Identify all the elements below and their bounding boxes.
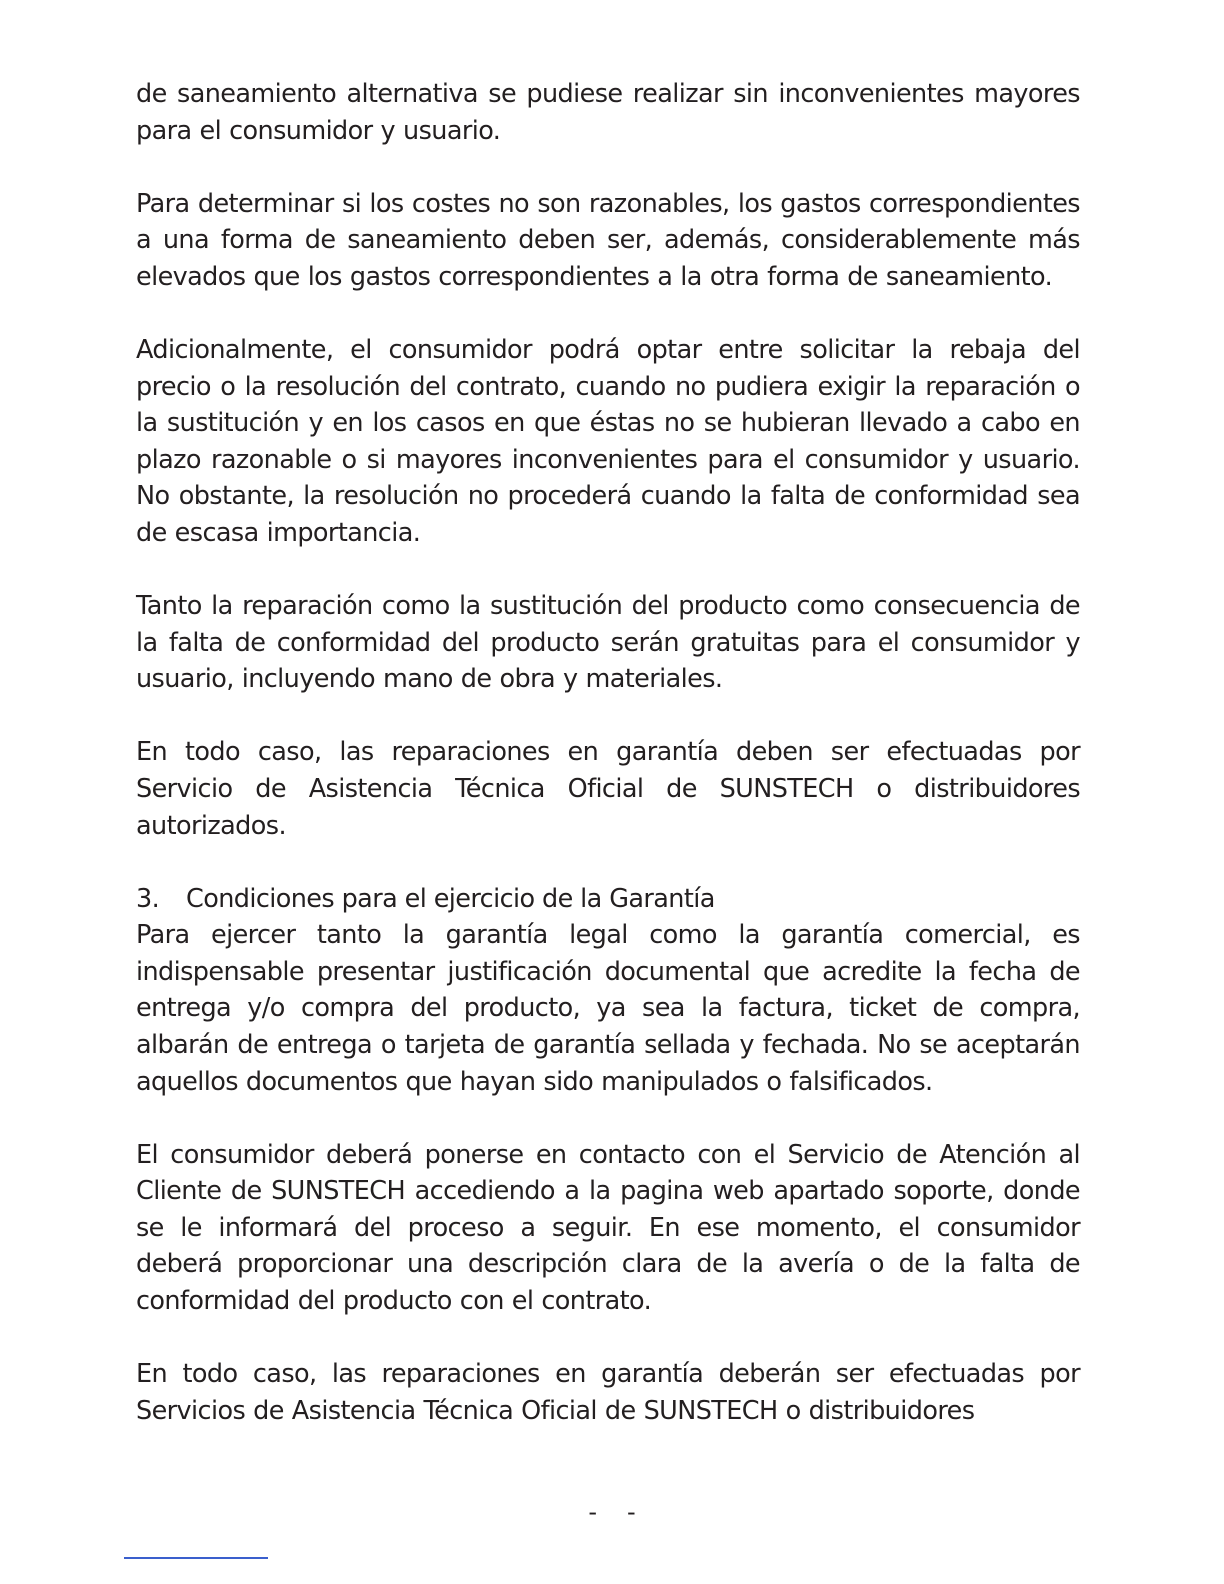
section-3-heading — [136, 881, 1080, 918]
paragraph-customer-service: El consumidor deberá ponerse en contacto con el Servicio de Atención al Cliente de SUNSTECH accediendo a la pagina web apartado soporte, donde se le informará del proceso a seguir. En ese momento, el consumidor deberá proporcionar una descripción clara de la avería o de la falta de conformidad del producto con el contrato. — [136, 1139, 1080, 1317]
section-number: 3. — [136, 883, 160, 914]
page-number-marks — [0, 1498, 1224, 1526]
paragraph-cost-determination: Para determinar si los costes no son razonables, los gastos correspondientes a una forma de saneamiento deben ser, además, considerablemente más elevados que los gastos correspondientes a la otra forma de saneamiento. — [136, 188, 1080, 292]
section-title: Condiciones para el ejercicio de la Garantía — [186, 883, 715, 914]
page-body — [136, 76, 1080, 1466]
page-mark-right: - — [627, 1498, 636, 1526]
paragraph-repairs-official-service: En todo caso, las reparaciones en garantía deberán ser efectuadas por Servicios de Asistencia Técnica Oficial de SUNSTECH o distribuidores — [136, 1359, 1080, 1426]
paragraph-sanitation-alternative: de saneamiento alternativa se pudiese realizar sin inconvenientes mayores para el consumidor y usuario. — [136, 79, 1080, 146]
paragraph-authorized-service: En todo caso, las reparaciones en garantía deben ser efectuadas por Servicio de Asistencia Técnica Oficial de SUNSTECH o distribuidores autorizados. — [136, 737, 1080, 841]
page-mark-left: - — [588, 1498, 597, 1526]
paragraph-free-repair: Tanto la reparación como la sustitución del producto como consecuencia de la falta de conformidad del producto serán gratuitas para el consumidor y usuario, incluyendo mano de obra y materiales. — [136, 591, 1080, 695]
footer-rule — [124, 1557, 268, 1559]
paragraph-price-reduction: Adicionalmente, el consumidor podrá optar entre solicitar la rebaja del precio o la resolución del contrato, cuando no pudiera exigir la reparación o la sustitución y en los casos en que éstas no se hubieran llevado a cabo en plazo razonable o si mayores inconvenientes para el consumidor y usuario. No obstante, la resolución no procederá cuando la falta de conformidad sea de escasa importancia. — [136, 334, 1080, 548]
paragraph-proof-of-purchase: Para ejercer tanto la garantía legal como la garantía comercial, es indispensable presentar justificación documental que acredite la fecha de entrega y/o compra del producto, ya sea la factura, ticket de compra, albarán de entrega o tarjeta de garantía sellada y fechada. No se aceptarán aquellos documentos que hayan sido manipulados o falsificados. — [136, 920, 1080, 1097]
